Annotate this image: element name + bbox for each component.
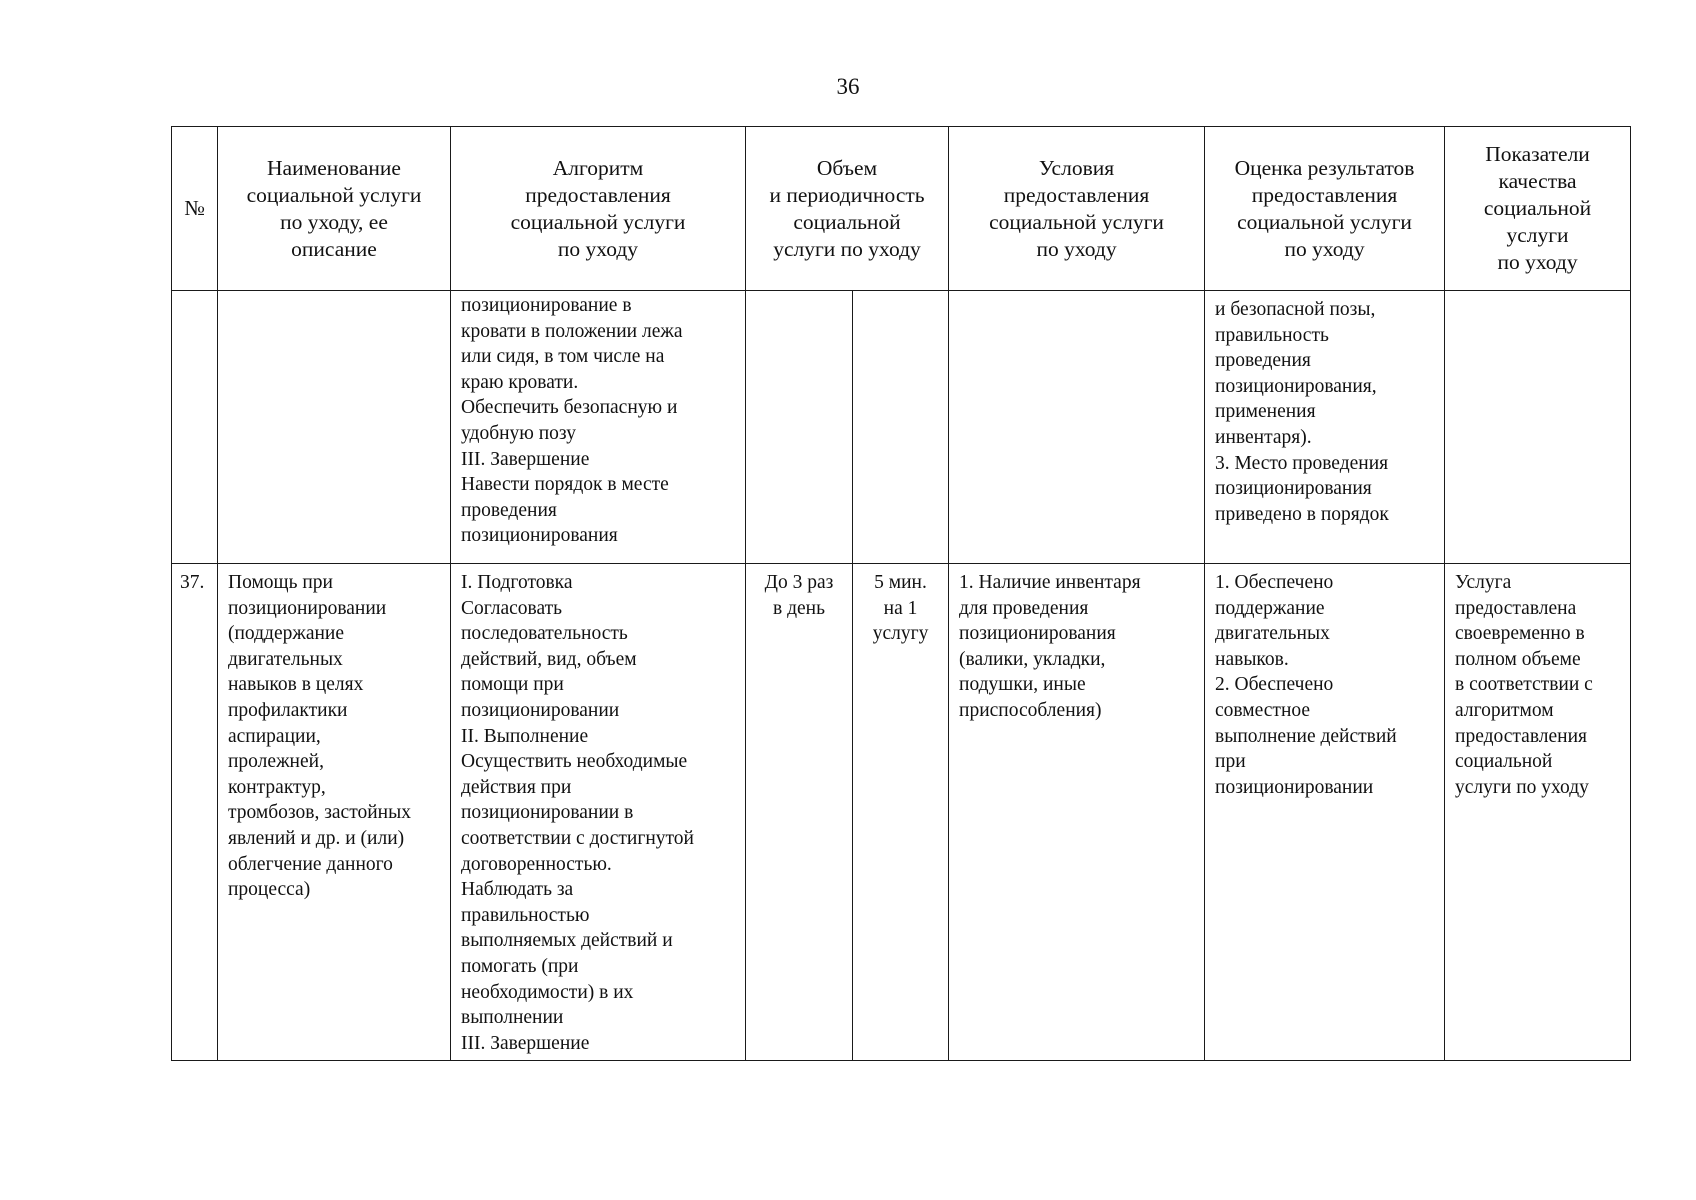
- care-services-table: [171, 126, 1631, 1061]
- row-num-cell: 37.: [172, 564, 218, 1061]
- header-conditions: Условия предоставления социальной услуги по уходу: [949, 127, 1205, 291]
- page-number: 36: [836, 74, 860, 99]
- algorithm-cell: I. Подготовка Согласовать последовательность действий, вид, объем помощи при позиционировании II. Выполнение Осуществить необходимые действия при позиционировании в соответствии с достигнутой договоренностью. Наблюдать за правильностью выполняемых действий и помогать (при необходимости) в их выполнении III. Завершение: [451, 564, 746, 1061]
- evaluation-cell: и безопасной позы, правильность проведения позиционирования, применения инвентаря). 3. Место проведения позиционирования приведено в порядок: [1205, 291, 1445, 564]
- conditions-cell: [949, 291, 1205, 564]
- frequency-cell: До 3 раз в день: [746, 564, 853, 1061]
- frequency-cell: [746, 291, 853, 564]
- header-volume-frequency: Объем и периодичность социальной услуги по уходу: [746, 127, 949, 291]
- table-row-37: [172, 564, 1631, 1061]
- header-num: №: [172, 127, 218, 291]
- row-num-cell: [172, 291, 218, 564]
- header-quality: Показатели качества социальной услуги по уходу: [1445, 127, 1631, 291]
- table-row-continuation: [172, 291, 1631, 564]
- duration-cell: 5 мин. на 1 услугу: [853, 564, 949, 1061]
- algorithm-cell: позиционирование в кровати в положении лежа или сидя, в том числе на краю кровати. Обеспечить безопасную и удобную позу III. Завершение Навести порядок в месте проведения позиционирования: [451, 291, 746, 564]
- table-header-row: [172, 127, 1631, 291]
- duration-cell: [853, 291, 949, 564]
- header-service-name: Наименование социальной услуги по уходу, ее описание: [218, 127, 451, 291]
- header-algorithm: Алгоритм предоставления социальной услуги по уходу: [451, 127, 746, 291]
- quality-cell: Услуга предоставлена своевременно в полном объеме в соответствии с алгоритмом предоставления социальной услуги по уходу: [1445, 564, 1631, 1061]
- service-name-cell: Помощь при позиционировании (поддержание двигательных навыков в целях профилактики аспирации, пролежней, контрактур, тромбозов, застойных явлений и др. и (или) облегчение данного процесса): [218, 564, 451, 1061]
- header-evaluation: Оценка результатов предоставления социальной услуги по уходу: [1205, 127, 1445, 291]
- conditions-cell: 1. Наличие инвентаря для проведения позиционирования (валики, укладки, подушки, иные приспособления): [949, 564, 1205, 1061]
- service-name-cell: [218, 291, 451, 564]
- quality-cell: [1445, 291, 1631, 564]
- evaluation-cell: 1. Обеспечено поддержание двигательных навыков. 2. Обеспечено совместное выполнение действий при позиционировании: [1205, 564, 1445, 1061]
